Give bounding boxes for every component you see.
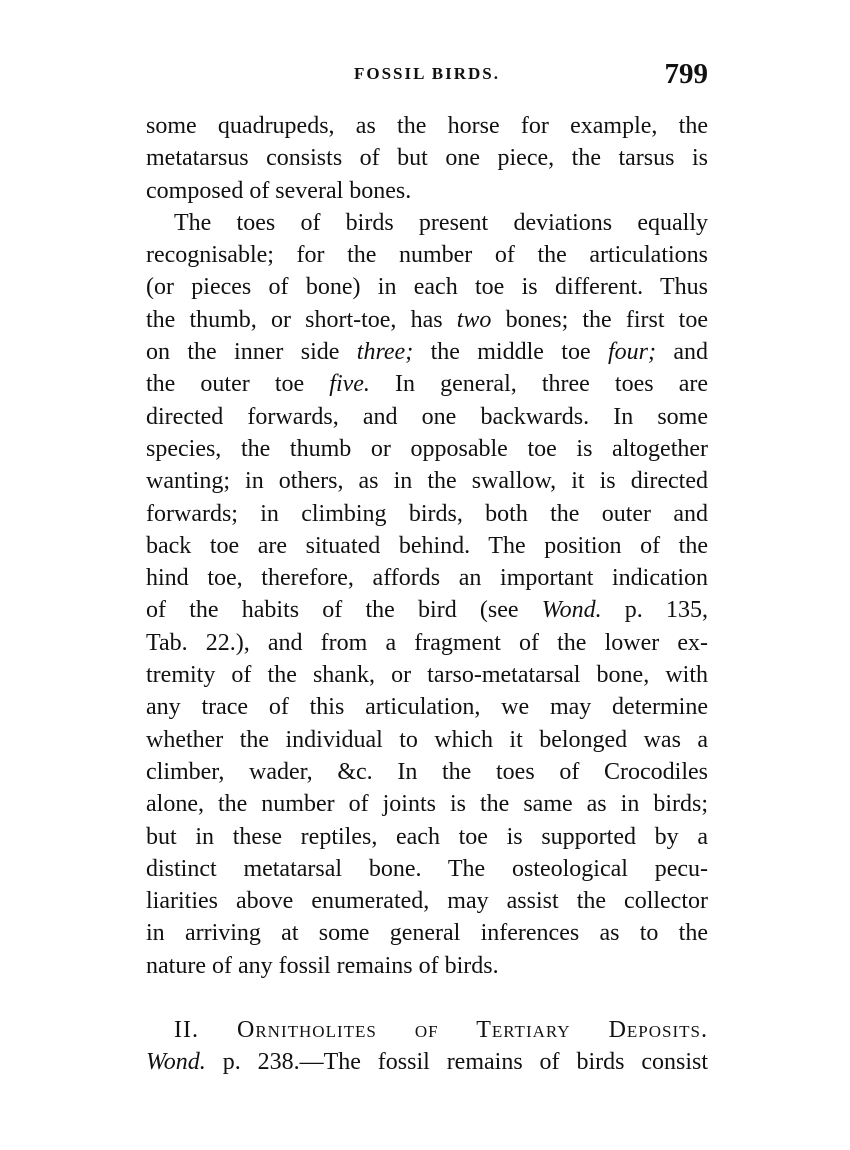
italic-run: Wond.: [146, 1049, 206, 1076]
italic-run: two: [456, 306, 492, 333]
text-run: the thumb, or short-toe, has: [146, 306, 457, 333]
text-line: metatarsus consists of but one piece, the tarsus is: [146, 145, 708, 172]
text-run: bones; the first toe: [491, 306, 709, 333]
text-line: liarities above enumerated, may assist the collector: [146, 888, 708, 915]
text-line: alone, the number of joints is the same as in birds;: [146, 791, 708, 818]
page-number: 799: [664, 58, 708, 90]
italic-run: five.: [329, 371, 370, 398]
text-line: [146, 304, 708, 336]
text-line: composed of several bones.: [146, 177, 412, 204]
text-run: of the habits of the bird (see: [146, 597, 542, 624]
text-run: on the inner side: [146, 339, 357, 366]
text-line: back toe are situated behind. The position of the: [146, 532, 708, 559]
text-line: The toes of birds present deviations equally: [174, 209, 708, 236]
text-run: and: [655, 339, 709, 366]
text-line: tremity of the shank, or tarso-metatarsal bone, with: [146, 662, 708, 689]
text-line: (or pieces of bone) in each toe is different. Thus: [146, 274, 708, 301]
section-heading: II. Ornitholites of Tertiary Deposits.: [174, 1017, 708, 1044]
text-line: [146, 368, 708, 400]
text-line: wanting; in others, as in the swallow, it is directed: [146, 468, 708, 495]
text-line: some quadrupeds, as the horse for example, the: [146, 113, 708, 139]
text-line: any trace of this articulation, we may determine: [146, 694, 708, 721]
text-line: distinct metatarsal bone. The osteological pecu-: [146, 855, 708, 882]
text-run: In general, three toes are: [369, 371, 708, 398]
text-line: [146, 594, 708, 626]
text-line: Tab. 22.), and from a fragment of the lower ex-: [146, 629, 708, 656]
text-line: [146, 336, 708, 368]
text-line: in arriving at some general inferences as to the: [146, 920, 708, 947]
text-line: whether the individual to which it belonged was a: [146, 726, 708, 753]
italic-run: Wond.: [541, 597, 602, 624]
text-line: hind toe, therefore, affords an important indication: [146, 565, 708, 592]
text-run: the outer toe: [146, 371, 330, 398]
text-line: [146, 1046, 708, 1078]
text-line: species, the thumb or opposable toe is altogether: [146, 435, 708, 462]
body-text: [146, 110, 708, 1079]
text-line: directed forwards, and one backwards. In some: [146, 403, 708, 430]
running-head: [146, 58, 708, 98]
text-line: climber, wader, &c. In the toes of Crocodiles: [146, 758, 708, 785]
text-run: p. 238.—The fossil remains of birds consist: [205, 1049, 708, 1076]
running-title: FOSSIL BIRDS.: [354, 64, 500, 83]
italic-run: three;: [356, 339, 414, 366]
text-line: forwards; in climbing birds, both the outer and: [146, 500, 708, 527]
text-run: the middle toe: [413, 339, 608, 366]
section-gap: [146, 982, 708, 1014]
italic-run: four;: [607, 339, 656, 366]
text-line: but in these reptiles, each toe is supported by a: [146, 823, 708, 850]
text-line: nature of any fossil remains of birds.: [146, 952, 499, 979]
text-run: p. 135,: [601, 597, 709, 624]
text-line: recognisable; for the number of the articulations: [146, 242, 708, 269]
